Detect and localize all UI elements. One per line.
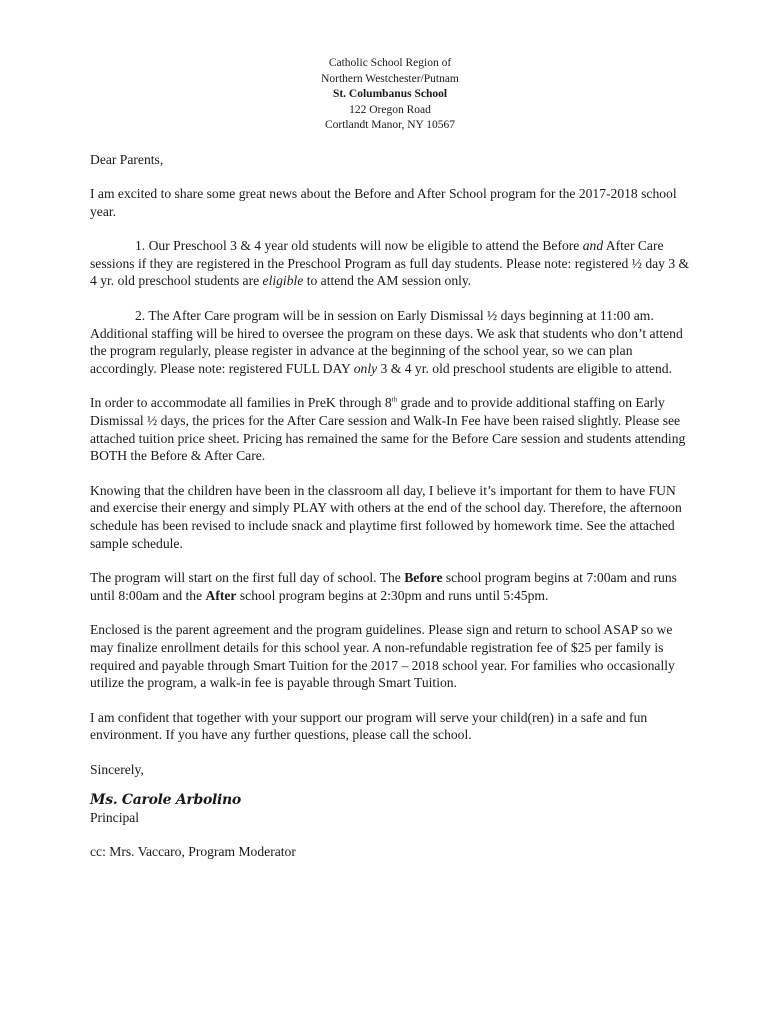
item-1-paragraph: 1. Our Preschool 3 & 4 year old students will now be eligible to attend the Before and After Care sessions if they are registered in the Preschool Program as full day students. Please note: registered ½ day 3 & 4 yr. old preschool students are eligible to attend the AM session only.: [90, 238, 690, 289]
letterhead-city: Cortlandt Manor, NY 10567: [324, 119, 456, 131]
cc-line: cc: Mrs. Vaccaro, Program Moderator: [90, 844, 296, 860]
letter-page: [90, 56, 690, 861]
enclosed-paragraph: Enclosed is the parent agreement and the program guidelines. Please sign and return to school ASAP so we may finalize enrollment details for this school year. A non-refundable registration fee of $25 per family is required and payable through Smart Tuition for the 2017 – 2018 school year. For families who occasionally utilize the program, a walk-in fee is payable through Smart Tuition.: [90, 622, 675, 691]
intro-paragraph: I am excited to share some great news about the Before and After School program for the 2017-2018 school year.: [90, 186, 677, 219]
signature: Ms. Carole Arbolino: [90, 791, 241, 808]
signer-title: Principal: [90, 809, 140, 825]
letterhead-street: 122 Oregon Road: [349, 103, 431, 116]
item-2-paragraph: 2. The After Care program will be in session on Early Dismissal ½ days beginning at 11:00 am. Additional staffing will be hired to oversee the program on these days. We ask that students who don’t attend the program regularly, please register in advance at the beginning of the school year, so we can plan accordingly. Please note: registered FULL DAY only 3 & 4 yr. old preschool students are eligible to attend.: [90, 308, 683, 376]
program-start-paragraph: The program will start on the first full day of school. The Before school program begins at 7:00am and runs until 8:00am and the After school program begins at 2:30pm and runs until 5:45pm.: [90, 570, 677, 603]
letterhead-region-line1: Catholic School Region of: [328, 57, 452, 69]
letterhead-school-name: St. Columbanus School: [332, 88, 448, 100]
confident-paragraph: I am confident that together with your support our program will serve your child(ren) in a safe and fun environment. If you have any further questions, please call the school.: [90, 709, 648, 743]
schedule-paragraph: Knowing that the children have been in the classroom all day, I believe it’s important for them to have FUN and exercise their energy and simply PLAY with others at the end of the school day. Therefore, the afternoon schedule has been revised to include snack and playtime first followed by homework time. See the attached sample schedule.: [90, 482, 682, 551]
letterhead-region-line2: Northern Westchester/Putnam: [321, 72, 459, 85]
pricing-paragraph: In order to accommodate all families in PreK through 8th grade and to provide additional staffing on Early Dismissal ½ days, the prices for the After Care session and Walk-In Fee have been raised slightly. Please see attached tuition price sheet. Pricing has remained the same for the Before Care session and students attending BOTH the Before & After Care.: [90, 395, 686, 464]
closing: Sincerely,: [90, 761, 144, 777]
letterhead: [90, 56, 690, 134]
salutation: Dear Parents,: [90, 151, 164, 167]
